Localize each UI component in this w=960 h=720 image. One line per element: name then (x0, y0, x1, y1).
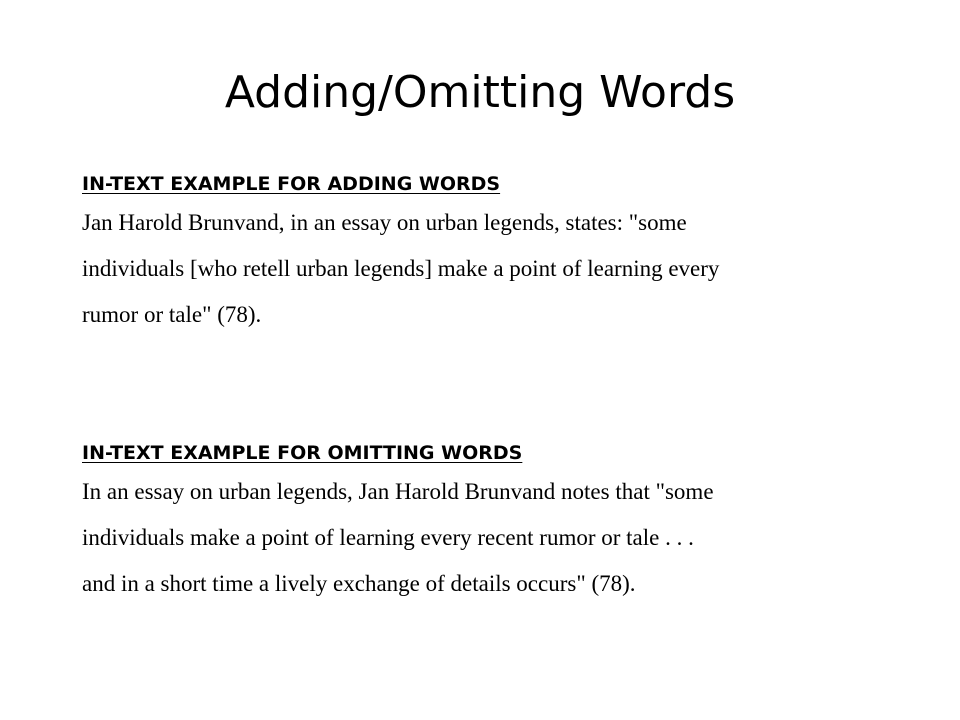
quote-line: In an essay on urban legends, Jan Harold Brunvand notes that "some (82, 479, 714, 504)
omitting-words-example (82, 437, 912, 607)
section-heading: IN-TEXT EXAMPLE FOR OMITTING WORDS (82, 442, 523, 464)
quote-line: and in a short time a lively exchange of details occurs" (78). (82, 571, 636, 596)
section-heading: IN-TEXT EXAMPLE FOR ADDING WORDS (82, 173, 501, 195)
slide-title: Adding/Omitting Words (224, 67, 736, 118)
quote-line: rumor or tale" (78). (82, 302, 262, 327)
adding-words-example (82, 168, 912, 338)
quote-line: individuals [who retell urban legends] make a point of learning every (82, 256, 720, 281)
quote-line: Jan Harold Brunvand, in an essay on urban legends, states: "some (82, 210, 687, 235)
quote-line: individuals make a point of learning every recent rumor or tale . . . (82, 525, 694, 550)
